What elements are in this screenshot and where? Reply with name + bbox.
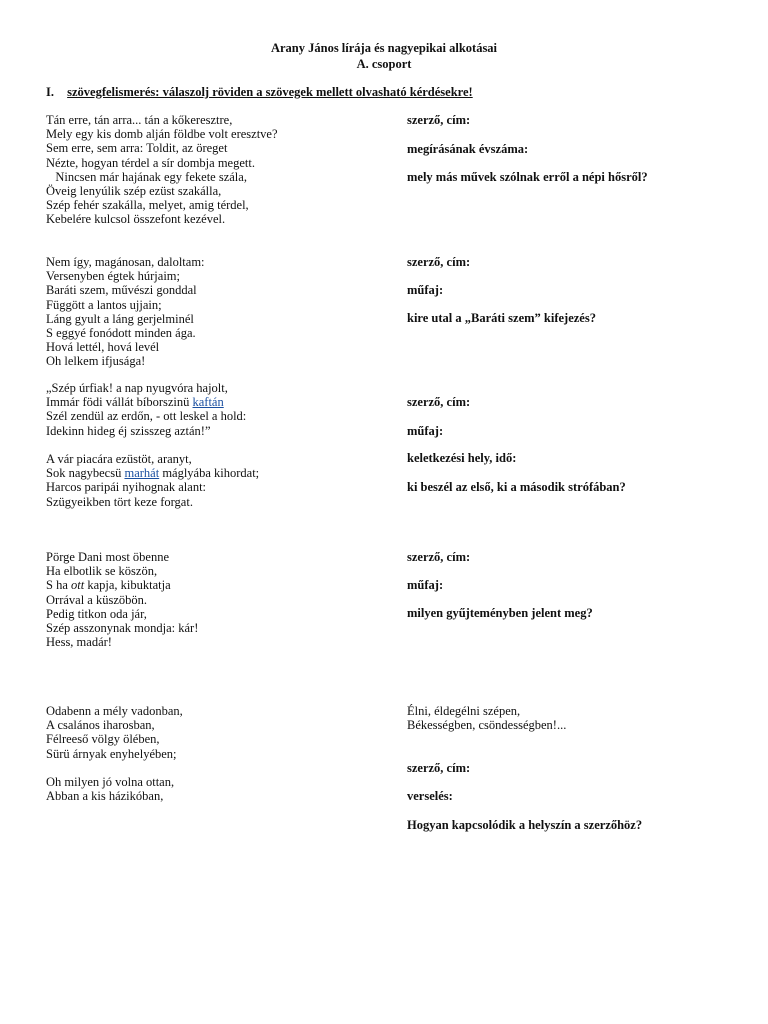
poem-excerpt-5 xyxy=(46,704,183,803)
poem-line xyxy=(46,466,259,480)
poem-line: Hess, madár! xyxy=(46,635,112,650)
poem-line: Szél zendül az erdőn, - ott leskel a hold: xyxy=(46,409,247,424)
poem-line: Odabenn a mély vadonban, xyxy=(46,704,183,718)
poem-line: Kebelére kulcsol összefont kezével. xyxy=(46,212,226,227)
poem-line xyxy=(46,395,259,409)
question-genre: műfaj: xyxy=(407,578,444,592)
poem-excerpt-2 xyxy=(46,255,205,369)
poem-line: A vár piacára ezüstöt, aranyt, xyxy=(46,451,192,466)
poem-line-text: S ha xyxy=(46,578,71,593)
poem-line: Hová lettél, hová levél xyxy=(46,340,160,355)
poem-line: Függött a lantos ujjain; xyxy=(46,297,162,312)
poem-line xyxy=(46,761,183,775)
poem-line xyxy=(46,438,259,452)
poem-line: Láng gyult a láng gerjelminél xyxy=(46,311,194,326)
task-instruction: szövegfelismerés: válaszolj röviden a szövegek mellett olvasható kérdésekre! xyxy=(67,85,473,99)
poem-line: Tán erre, tán arra... tán a kőkeresztre, xyxy=(46,113,233,127)
poem-excerpt-4 xyxy=(46,550,198,649)
poem-line: Félreeső völgy ölében, xyxy=(46,732,160,747)
poem-excerpt-1 xyxy=(46,113,278,227)
poem-line: Nézte, hogyan térdel a sír dombja megett. xyxy=(46,155,255,170)
poem-line: Pedig titkon oda jár, xyxy=(46,606,147,621)
poem-line: Szügyeikben tört keze forgat. xyxy=(46,494,193,509)
document-title: Arany János lírája és nagyepikai alkotásai xyxy=(270,41,498,55)
poem-line: Szép asszonynak mondja: kár! xyxy=(46,620,199,635)
poem-line: „Szép úrfiak! a nap nyugvóra hajolt, xyxy=(46,381,228,395)
question-author-title: szerző, cím: xyxy=(407,395,471,409)
group-label: A. csoport xyxy=(356,57,412,71)
poem-line: S eggyé fonódott minden ága. xyxy=(46,325,196,340)
poem-line: Sürü árnyak enyhelyében; xyxy=(46,746,177,761)
poem-line-text: máglyába kihordat; xyxy=(159,466,260,481)
question-speakers: ki beszél az első, ki a második strófában? xyxy=(407,480,626,494)
poem-line: Oh milyen jó volna ottan, xyxy=(46,774,175,789)
poem-line: Baráti szem, művészi gonddal xyxy=(46,283,197,298)
question-place-author: Hogyan kapcsolódik a helyszín a szerzőhöz? xyxy=(407,818,643,832)
poem-line: Békességben, csöndességben!... xyxy=(407,718,567,733)
question-genre: műfaj: xyxy=(407,283,444,297)
poem-excerpt-5-continued xyxy=(407,704,566,732)
question-other-works: mely más művek szólnak erről a népi hősről? xyxy=(407,170,648,184)
poem-line: Harcos paripái nyihognak alant: xyxy=(46,480,207,495)
poem-line: Pörge Dani most öbenne xyxy=(46,550,170,564)
poem-line: Orrával a küszöbön. xyxy=(46,592,148,607)
question-versification: verselés: xyxy=(407,789,453,803)
poem-line: A csalános iharosban, xyxy=(46,718,155,733)
poem-line: Ha elbotlik se köszön, xyxy=(46,564,158,579)
poem-line: Szép fehér szakálla, melyet, amig térdel, xyxy=(46,198,249,213)
poem-line: Sem erre, sem arra: Toldit, az öreget xyxy=(46,141,228,156)
poem-line: Öveig lenyúlik szép ezüst szakálla, xyxy=(46,183,222,198)
poem-line: Nincsen már hajának egy fekete szála, xyxy=(46,169,247,184)
task-heading xyxy=(46,85,473,100)
italic-word: ott xyxy=(71,578,85,593)
poem-line-text: Sok nagybecsü xyxy=(46,466,125,481)
poem-line: Élni, éldegélni szépen, xyxy=(407,704,521,718)
poem-excerpt-3 xyxy=(46,381,259,509)
question-author-title: szerző, cím: xyxy=(407,761,471,775)
question-place-time: keletkezési hely, idő: xyxy=(407,451,517,465)
task-number: I. xyxy=(46,85,54,99)
question-genre: műfaj: xyxy=(407,424,444,438)
kaftan-link[interactable]: kaftán xyxy=(192,395,224,410)
poem-line: Versenyben égtek húrjaim; xyxy=(46,269,180,284)
poem-line: Abban a kis házikóban, xyxy=(46,789,164,804)
question-year: megírásának évszáma: xyxy=(407,142,529,156)
poem-line: Mely egy kis domb alján földbe volt eresztve? xyxy=(46,127,278,142)
question-barati-szem: kire utal a „Baráti szem” kifejezés? xyxy=(407,311,596,325)
poem-line: Idekinn hideg éj szisszeg aztán!” xyxy=(46,423,211,438)
poem-line-text: Immár födi vállát bíborszinü xyxy=(46,395,193,410)
question-author-title: szerző, cím: xyxy=(407,550,471,564)
poem-line-text: kapja, kibuktatja xyxy=(84,578,171,593)
question-author-title: szerző, cím: xyxy=(407,255,471,269)
question-author-title: szerző, cím: xyxy=(407,113,471,127)
marhat-link[interactable]: marhát xyxy=(124,466,160,481)
question-collection: milyen gyűjteményben jelent meg? xyxy=(407,606,593,620)
poem-line xyxy=(46,578,198,592)
poem-line: Oh lelkem ifjusága! xyxy=(46,354,146,369)
poem-line: Nem így, magánosan, daloltam: xyxy=(46,255,205,269)
